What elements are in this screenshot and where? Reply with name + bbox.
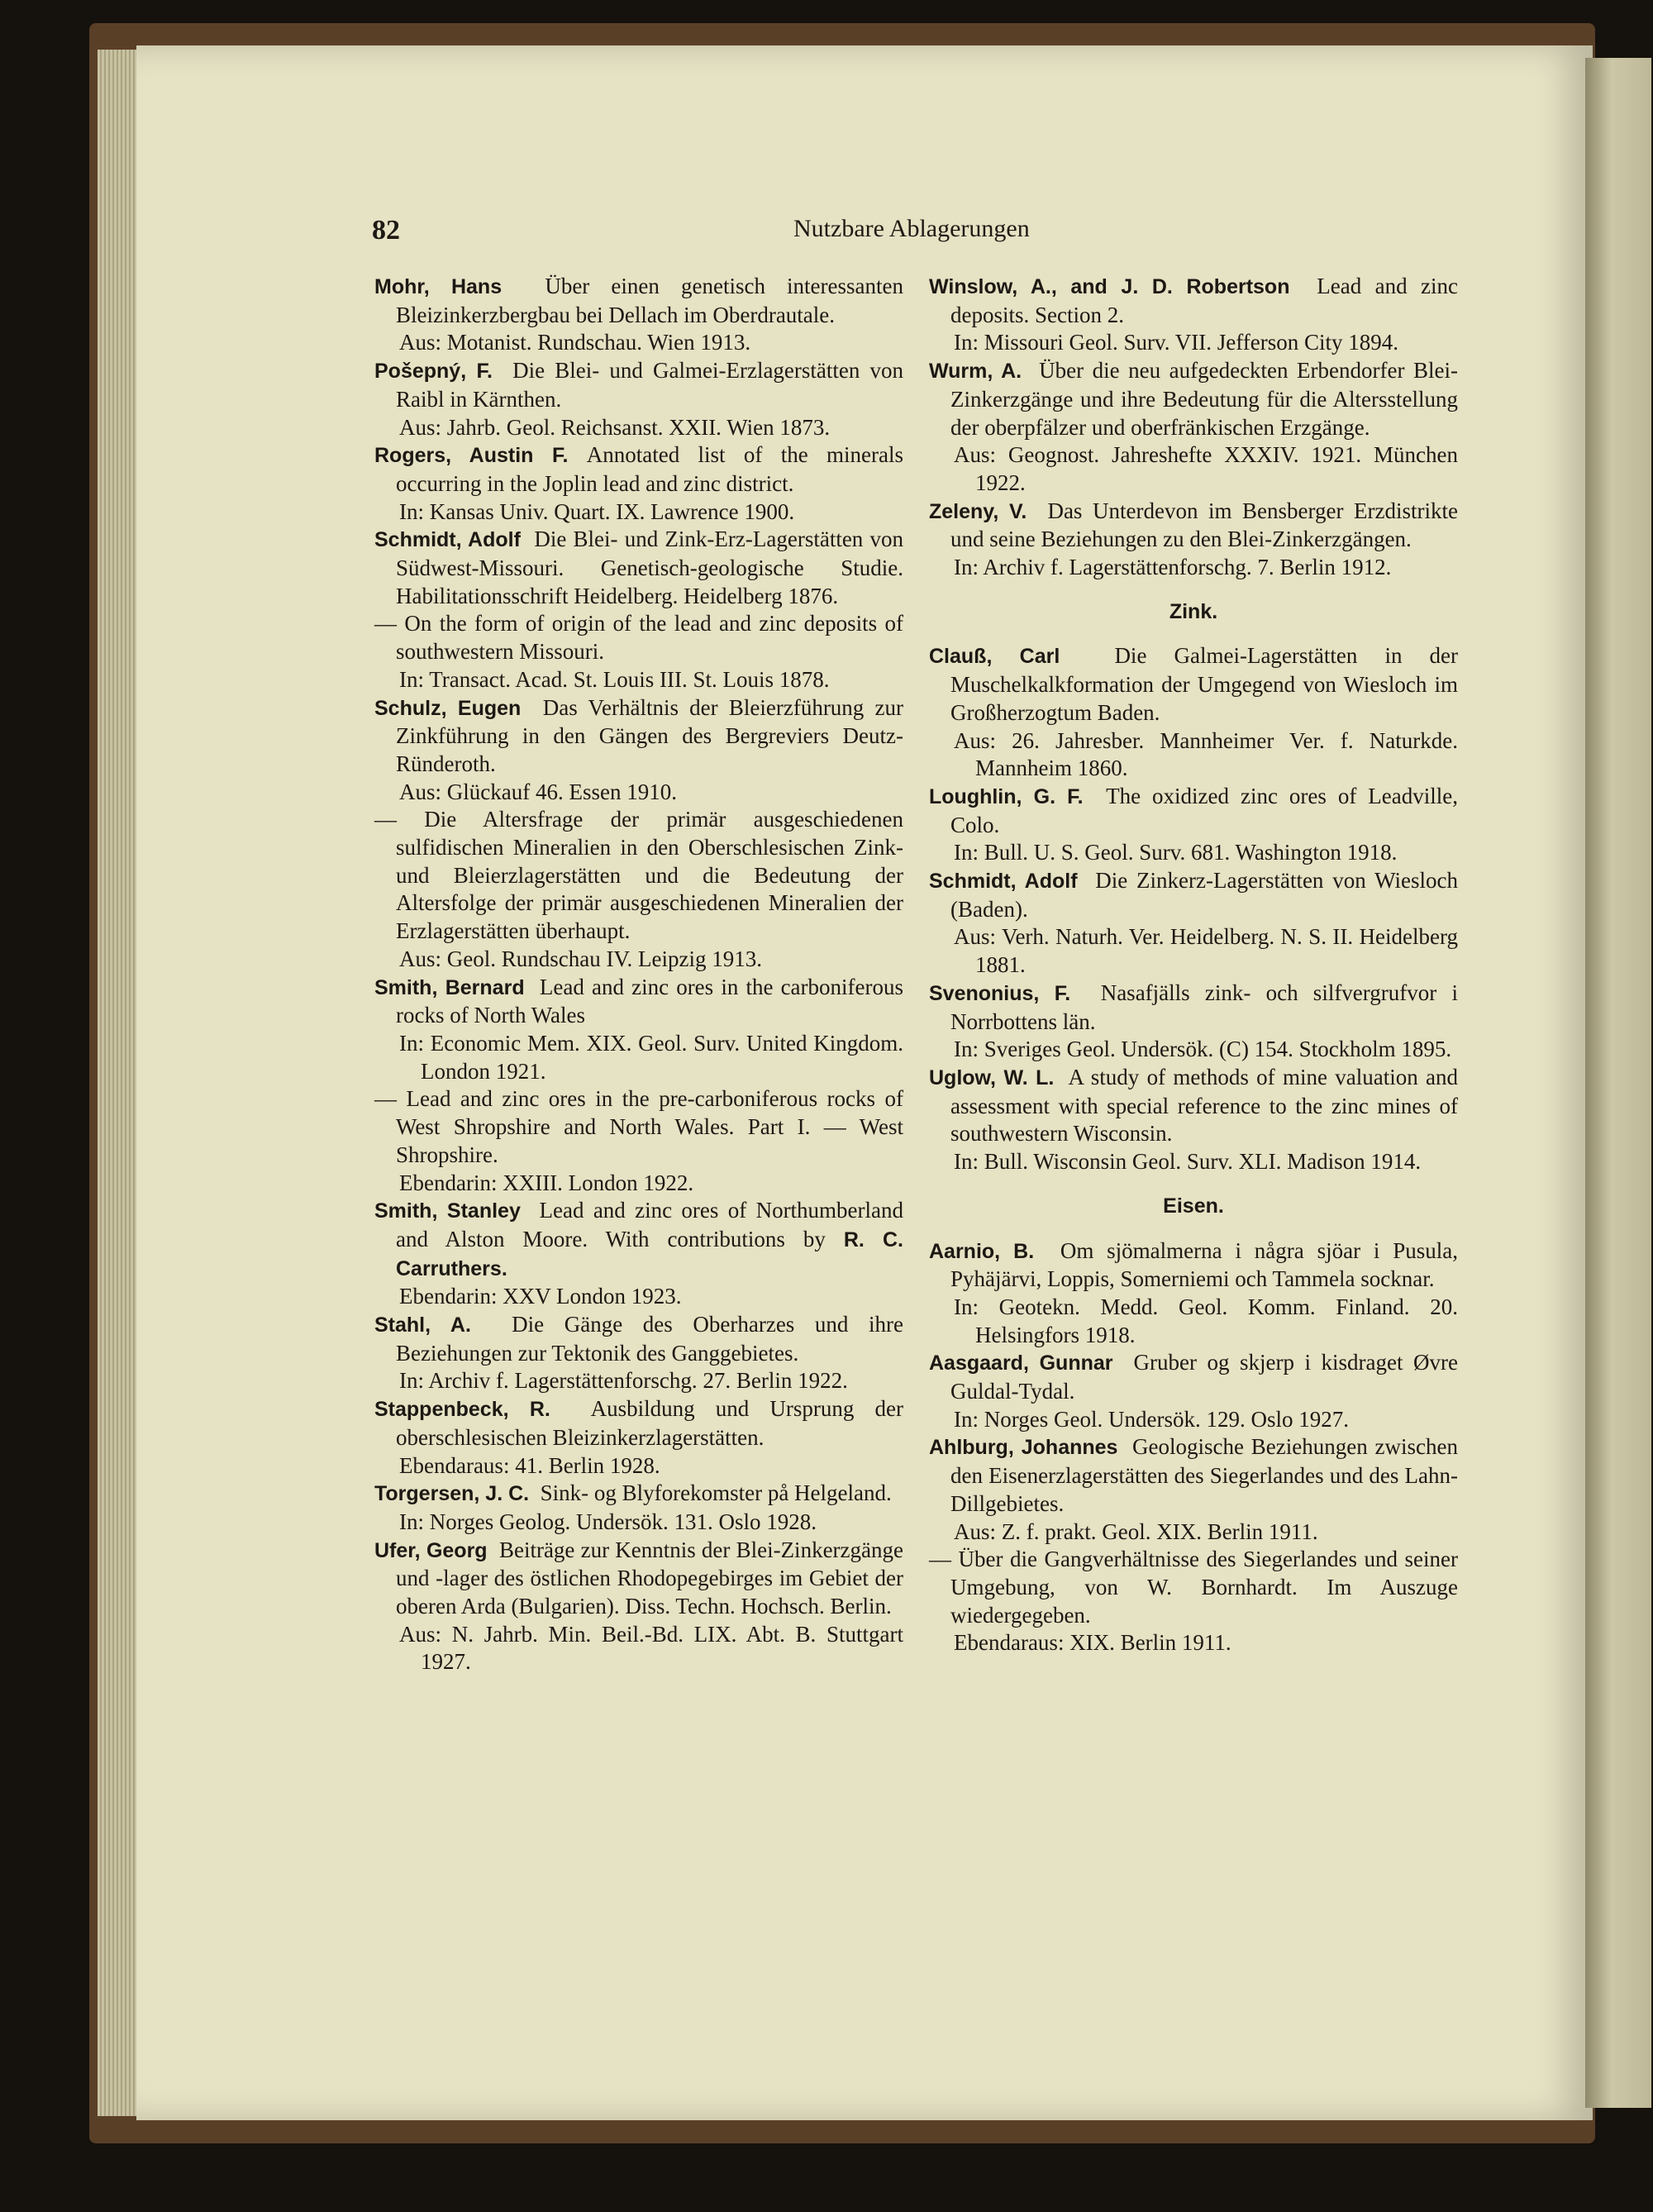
entry-title: Gruber og skjerp i kisdraget Øvre Guldal-Tydal. bbox=[950, 1350, 1458, 1404]
entry-title: Das Verhältnis der Bleierzführung zur Zinkführung in den Gängen des Bergreviers Deutz-Ründeroth. bbox=[396, 694, 903, 776]
entry-publication: In: Economic Mem. XIX. Geol. Surv. United Kingdom. London 1921. bbox=[399, 1030, 903, 1084]
bib-entry bbox=[929, 1064, 1458, 1176]
entry-author: Mohr, Hans bbox=[374, 275, 503, 298]
entry-title: Über die neu aufgedeckten Erbendorfer Blei-Zinkerzgänge und ihre Bedeutung für die Altersstellung der oberpfälzer und oberfränkischen Erzgänge. bbox=[950, 358, 1458, 440]
entry-publication: Aus: Jahrb. Geol. Reichsanst. XXII. Wien 1873. bbox=[399, 414, 831, 440]
bib-entry bbox=[374, 1537, 903, 1677]
bib-entry bbox=[929, 783, 1458, 867]
entry-publication: In: Norges Geol. Undersök. 129. Oslo 1927. bbox=[954, 1406, 1349, 1432]
entry-title: Die Galmei-Lagerstätten in der Muschelkalkformation der Umgegend von Wiesloch im Großherzogtum Baden. bbox=[950, 643, 1458, 725]
entry-author: Schmidt, Adolf bbox=[929, 870, 1078, 894]
entry-author: Schulz, Eugen bbox=[374, 696, 522, 720]
bib-entry bbox=[929, 1237, 1458, 1350]
bib-entry bbox=[929, 1349, 1458, 1433]
entry-author: Schmidt, Adolf bbox=[374, 528, 521, 552]
entry-publication: In: Transact. Acad. St. Louis III. St. Louis 1878. bbox=[399, 666, 830, 692]
entry-title: Sink- og Blyforekomster på Helgeland. bbox=[540, 1480, 892, 1506]
bib-entry bbox=[929, 1546, 1458, 1657]
entry-author: Torgersen, J. C. bbox=[374, 1482, 530, 1506]
entry-publication: Aus: 26. Jahresber. Mannheimer Ver. f. Naturkde. Mannheim 1860. bbox=[954, 727, 1458, 781]
bib-entry bbox=[374, 1395, 903, 1480]
entry-author: Stappenbeck, R. bbox=[374, 1398, 550, 1422]
bib-entry bbox=[374, 1085, 903, 1197]
entry-author: Loughlin, G. F. bbox=[929, 784, 1084, 808]
entry-author: Winslow, A., and J. D. Robertson bbox=[929, 275, 1290, 298]
entry-author: Aarnio, B. bbox=[929, 1239, 1035, 1263]
entry-publication: Ebendarin: XXIII. London 1922. bbox=[399, 1170, 694, 1195]
entry-publication: In: Bull. Wisconsin Geol. Surv. XLI. Madison 1914. bbox=[954, 1149, 1422, 1175]
entry-publication: Aus: Motanist. Rundschau. Wien 1913. bbox=[399, 330, 751, 355]
section-heading-zinc: Zink. bbox=[1169, 599, 1218, 623]
entry-title: Nasafjälls zink- och silfvergrufvor i Norrbottens län. bbox=[950, 980, 1458, 1034]
entry-author-dash: — bbox=[929, 1547, 951, 1572]
left-column bbox=[374, 273, 903, 1676]
entry-title: Lead and zinc ores in the carboniferous rocks of North Wales bbox=[396, 974, 904, 1028]
entry-title: Das Unterdevon im Bensberger Erzdistrikte und seine Beziehungen zu den Blei-Zinkerzgängen. bbox=[950, 498, 1459, 552]
entry-publication: In: Archiv f. Lagerstättenforschg. 7. Berlin 1912. bbox=[954, 555, 1392, 580]
entry-author: Smith, Stanley bbox=[374, 1199, 521, 1223]
entry-author: Clauß, Carl bbox=[929, 645, 1060, 669]
entry-publication: Aus: Geognost. Jahreshefte XXXIV. 1921. München 1922. bbox=[954, 442, 1458, 495]
bib-entry bbox=[929, 498, 1458, 582]
entry-title: Die Blei- und Zink-Erz-Lagerstätten von Südwest-Missouri. Genetisch-geologische Studie. Habilitationsschrift Heidelberg. Heidelberg 1876. bbox=[396, 527, 904, 608]
bib-entry bbox=[929, 867, 1458, 980]
entry-publication: In: Bull. U. S. Geol. Surv. 681. Washington 1918. bbox=[954, 840, 1398, 865]
bib-entry bbox=[929, 642, 1458, 783]
entry-title: On the form of origin of the lead and zinc deposits of southwestern Missouri. bbox=[396, 611, 903, 665]
entry-author: Uglow, W. L. bbox=[929, 1065, 1055, 1089]
entry-title: The oxidized zinc ores of Leadville, Colo. bbox=[950, 783, 1458, 837]
entry-coauthor: R. C. Carruthers. bbox=[396, 1228, 903, 1280]
bib-entry bbox=[929, 980, 1458, 1064]
bib-entry bbox=[929, 273, 1458, 357]
entry-publication: In: Sveriges Geol. Undersök. (C) 154. Stockholm 1895. bbox=[954, 1037, 1452, 1062]
entry-title: Om sjömalmerna i några sjöar i Pusula, Pyhäjärvi, Loppis, Somerniemi och Tammela socknar. bbox=[950, 1237, 1458, 1292]
entry-author: Zeleny, V. bbox=[929, 499, 1027, 523]
bib-entry bbox=[929, 357, 1458, 498]
bib-entry bbox=[374, 526, 903, 610]
entry-title: Die Blei- und Galmei-Erzlagerstätten von Raibl in Kärnthen. bbox=[396, 358, 904, 412]
bib-entry bbox=[374, 1197, 903, 1311]
entry-publication: In: Missouri Geol. Surv. VII. Jefferson City 1894. bbox=[954, 330, 1398, 355]
bib-entry bbox=[374, 1480, 903, 1536]
right-column bbox=[929, 273, 1458, 1657]
entry-title: Die Gänge des Oberharzes und ihre Beziehungen zur Tektonik des Ganggebietes. bbox=[396, 1312, 903, 1366]
entry-title: Beiträge zur Kenntnis der Blei-Zinkerzgänge und -lager des östlichen Rhodopegebirges im Gebiet der oberen Arda (Bulgarien). Diss. Techn. Hochsch. Berlin. bbox=[396, 1537, 903, 1619]
bib-entry bbox=[374, 441, 903, 526]
facing-page-edge bbox=[1585, 58, 1651, 2108]
bib-entry bbox=[374, 806, 903, 973]
entry-author: Ufer, Georg bbox=[374, 1538, 488, 1562]
entry-author: Smith, Bernard bbox=[374, 975, 525, 999]
section-heading-iron: Eisen. bbox=[1163, 1194, 1224, 1218]
entry-title: A study of methods of mine valuation and assessment with special reference to the zinc mines of southwestern Wisconsin. bbox=[950, 1064, 1458, 1147]
entry-author-dash: — bbox=[374, 807, 397, 832]
entry-publication: In: Kansas Univ. Quart. IX. Lawrence 1900. bbox=[399, 498, 795, 524]
entry-title: Geologische Beziehungen zwischen den Eisenerzlagerstätten des Siegerlandes und des Lahn-Dillgebietes. bbox=[950, 1434, 1458, 1516]
entry-title: Lead and zinc ores of Northumberland and Alston Moore. With contributions by bbox=[396, 1198, 904, 1251]
entry-author: Stahl, A. bbox=[374, 1313, 471, 1337]
entry-publication: Aus: Verh. Naturh. Ver. Heidelberg. N. S. II. Heidelberg 1881. bbox=[954, 924, 1458, 978]
entry-title: Über die Gangverhältnisse des Siegerlandes und seiner Umgebung, von W. Bornhardt. Im Auszuge wiedergegeben. bbox=[950, 1547, 1458, 1628]
entry-publication: Ebendarin: XXV London 1923. bbox=[399, 1284, 682, 1309]
entry-title: Lead and zinc ores in the pre-carboniferous rocks of West Shropshire and North Wales. Part I. — West Shropshire. bbox=[396, 1086, 904, 1167]
entry-title: Annotated list of the minerals occurring in the Joplin lead and zinc district. bbox=[396, 442, 903, 496]
entry-author: Aasgaard, Gunnar bbox=[929, 1352, 1113, 1375]
bib-entry bbox=[929, 1433, 1458, 1546]
entry-publication: Ebendaraus: 41. Berlin 1928. bbox=[399, 1452, 660, 1478]
entry-publication: In: Norges Geolog. Undersök. 131. Oslo 1928. bbox=[399, 1509, 817, 1534]
running-title: Nutzbare Ablagerungen bbox=[793, 215, 1030, 242]
entry-author: Svenonius, F. bbox=[929, 981, 1071, 1005]
entry-publication: In: Geotekn. Medd. Geol. Komm. Finland. 20. Helsingfors 1918. bbox=[954, 1294, 1458, 1347]
entry-author: Ahlburg, Johannes bbox=[929, 1436, 1118, 1460]
entry-author-dash: — bbox=[374, 611, 397, 636]
entry-title: Die Zinkerz-Lagerstätten von Wiesloch (Baden). bbox=[950, 868, 1459, 922]
bib-entry bbox=[374, 357, 903, 441]
bib-entry bbox=[374, 610, 903, 694]
entry-publication: Aus: Z. f. prakt. Geol. XIX. Berlin 1911. bbox=[954, 1518, 1318, 1544]
entry-author: Wurm, A. bbox=[929, 360, 1022, 384]
entry-author-dash: — bbox=[374, 1086, 397, 1112]
bib-entry bbox=[374, 974, 903, 1086]
entry-title: Die Altersfrage der primär ausgeschiedenen sulfidischen Mineralien in den Oberschlesischen Zink- und Bleierzlagerstätten und die Bedeutung der Altersfolge der primär ausgeschiedenen Mineralien der Erzlagerstätten überhaupt. bbox=[396, 807, 904, 944]
entry-title: Lead and zinc deposits. Section 2. bbox=[950, 274, 1458, 327]
entry-publication: Aus: Glückauf 46. Essen 1910. bbox=[399, 779, 677, 804]
entry-publication: Aus: Geol. Rundschau IV. Leipzig 1913. bbox=[399, 946, 762, 971]
entry-title: Ausbildung und Ursprung der oberschlesischen Bleizinkerzlagerstätten. bbox=[396, 1396, 903, 1450]
entry-author: Pošepný, F. bbox=[374, 360, 493, 384]
bib-entry bbox=[374, 1311, 903, 1395]
entry-publication: Ebendaraus: XIX. Berlin 1911. bbox=[954, 1630, 1231, 1656]
entry-publication: In: Archiv f. Lagerstättenforschg. 27. Berlin 1922. bbox=[399, 1368, 848, 1394]
entry-publication: Aus: N. Jahrb. Min. Beil.-Bd. LIX. Abt. B. Stuttgart 1927. bbox=[399, 1621, 903, 1675]
bib-entry bbox=[374, 694, 903, 807]
page-number: 82 bbox=[372, 215, 400, 246]
bib-entry bbox=[374, 273, 903, 357]
entry-author: Rogers, Austin F. bbox=[374, 444, 569, 468]
entry-title: Über einen genetisch interessanten Bleizinkerzbergbau bei Dellach im Oberdrautale. bbox=[396, 274, 903, 327]
page-header bbox=[372, 212, 1463, 253]
